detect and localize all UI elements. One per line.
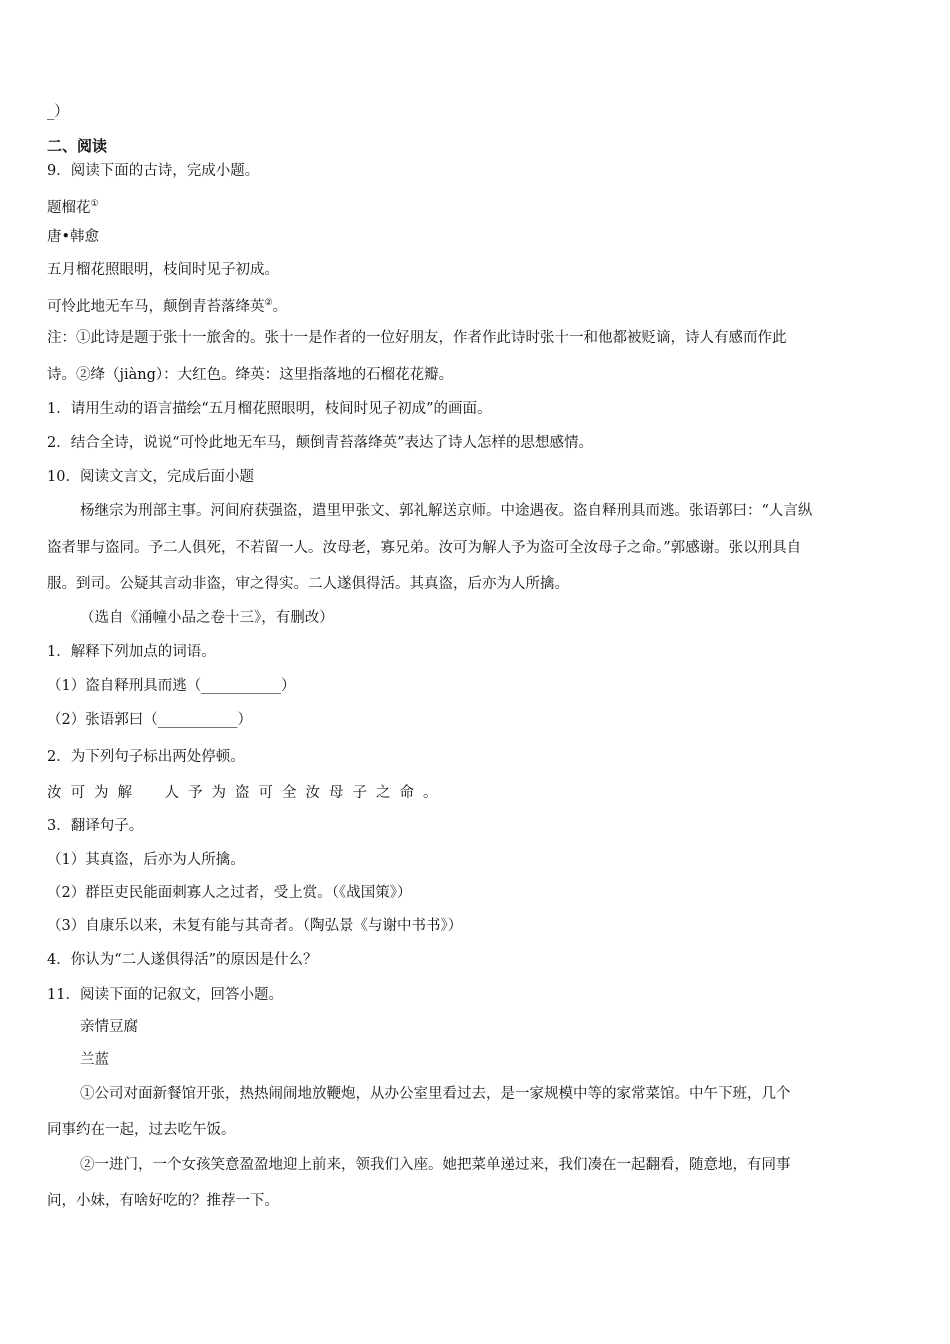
article-paragraph: 问，小妹，有啥好吃的？推荐一下。 [47, 1193, 279, 1209]
article-author: 兰蓝 [80, 1052, 109, 1068]
question-10-3c: （3）自康乐以来，未复有能与其奇者。（陶弘景《与谢中书书》） [47, 918, 463, 934]
question-10-4: 4．你认为“二人遂俱得活”的原因是什么？ [47, 952, 318, 968]
poem-line-end: 。 [272, 298, 288, 315]
question-10-1: 1．解释下列加点的词语。 [47, 644, 216, 660]
classical-text: 盗者罪与盗同。予二人俱死，不若留一人。汝母老，寡兄弟。汝可为解人予为盗可全汝母子之命。”郭感谢。张以刑具自 [47, 540, 802, 556]
leftover-blank: _） [47, 104, 69, 120]
footnote-mark: ② [264, 298, 273, 308]
question-9: 9．阅读下面的古诗，完成小题。 [47, 163, 260, 179]
question-10: 10．阅读文言文，完成后面小题 [47, 469, 254, 485]
source-citation: （选自《涌幢小品之卷十三》，有删改） [80, 610, 334, 626]
poem-line-text: 可怜此地无车马，颠倒青苔落绛英 [47, 298, 265, 315]
poem-line: 五月榴花照眼明，枝间时见子初成。 [47, 262, 279, 278]
poem-note: 诗。②绛（jiàng）：大红色。绛英：这里指落地的石榴花花瓣。 [47, 367, 454, 383]
question-11: 11．阅读下面的记叙文，回答小题。 [47, 987, 283, 1003]
classical-text: 服。到司。公疑其言动非盗，审之得实。二人遂俱得活。其真盗，后亦为人所擒。 [47, 576, 569, 592]
question-9-2: 2．结合全诗，说说“可怜此地无车马，颠倒青苔落绛英”表达了诗人怎样的思想感情。 [47, 435, 594, 451]
classical-text: 杨继宗为刑部主事。河间府获强盗，遣里甲张文、郭礼解送京师。中途遇夜。盗自释刑具而逃。张语郭曰：“人言纵 [80, 503, 813, 519]
poem-title-text: 题榴花 [47, 199, 91, 216]
question-9-1: 1．请用生动的语言描绘“五月榴花照眼明，枝间时见子初成”的画面。 [47, 401, 492, 417]
question-10-2: 2．为下列句子标出两处停顿。 [47, 749, 245, 765]
article-title: 亲情豆腐 [80, 1019, 138, 1035]
article-paragraph: 同事约在一起，过去吃午饭。 [47, 1122, 236, 1138]
poem-line [47, 293, 287, 317]
poem-title [47, 194, 99, 218]
question-10-3a: （1）其真盗，后亦为人所擒。 [47, 852, 245, 868]
question-10-3b: （2）群臣吏民能面刺寡人之过者，受上赏。（《战国策》） [47, 885, 412, 901]
poem-author: 唐•韩愈 [47, 229, 100, 245]
section-heading: 二、阅读 [47, 137, 108, 155]
pause-sentence: 汝可为解 人予为盗可全汝母子之命。 [47, 785, 447, 801]
footnote-mark: ① [90, 199, 99, 209]
question-10-1a: （1）盗自释刑具而逃（___________） [47, 678, 296, 694]
article-paragraph: ①公司对面新餐馆开张，热热闹闹地放鞭炮，从办公室里看过去，是一家规模中等的家常菜馆。中午下班，几个 [80, 1086, 791, 1102]
article-paragraph: ②一进门，一个女孩笑意盈盈地迎上前来，领我们入座。她把菜单递过来，我们凑在一起翻看，随意地，有同事 [80, 1157, 791, 1173]
poem-note: 注：①此诗是题于张十一旅舍的。张十一是作者的一位好朋友，作者作此诗时张十一和他都被贬谪，诗人有感而作此 [47, 330, 787, 346]
question-10-1b: （2）张语郭曰（___________） [47, 712, 252, 728]
question-10-3: 3．翻译句子。 [47, 818, 144, 834]
